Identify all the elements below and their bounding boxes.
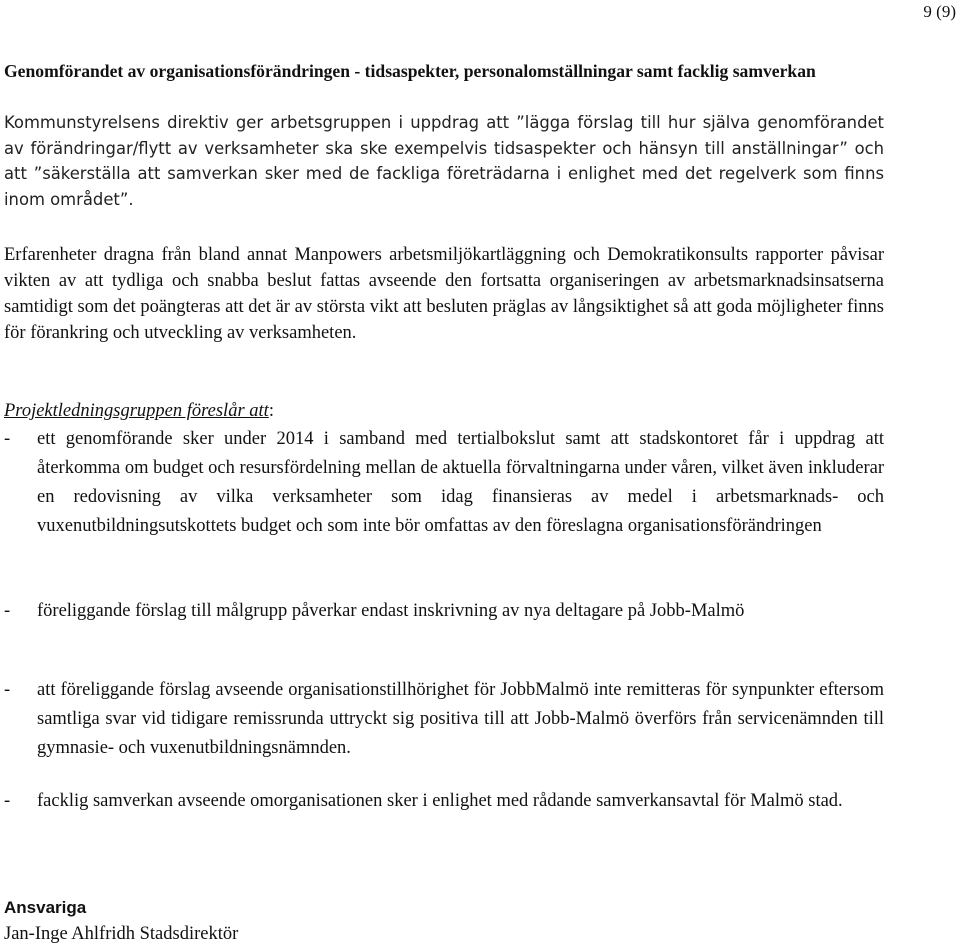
proposal-text: facklig samverkan avseende omorganisationen sker i enlighet med rådande samverkansavtal för Malmö stad. — [37, 791, 843, 811]
signature-heading: Ansvariga — [4, 898, 87, 917]
proposal-text: föreliggande förslag till målgrupp påverkar endast inskrivning av nya deltagare på Jobb-Malmö — [37, 601, 745, 621]
list-dash: - — [4, 601, 11, 621]
proposal-intro-label: Projektledningsgruppen föreslår att — [4, 401, 269, 421]
proposal-item — [4, 676, 884, 763]
proposal-intro — [4, 398, 274, 424]
proposal-text: att föreliggande förslag avseende organisationstillhörighet för JobbMalmö inte remitteras för synpunkter eftersom samtliga svar vid tidigare remissrunda uttryckt sig positiva till att Jobb-Malmö överförs från servicenämnden till gymnasie- och vuxenutbildningsnämnden. — [37, 680, 884, 758]
list-dash: - — [4, 429, 11, 449]
proposal-item — [4, 425, 884, 541]
signature-name: Jan-Inge Ahlfridh Stadsdirektör — [4, 924, 239, 944]
proposal-text: ett genomförande sker under 2014 i samband med tertialbokslut samt att stadskontoret får i uppdrag att återkomma om budget och resursfördelning mellan de aktuella förvaltningarna under våren, vilket även inkluderar en redovisning av vilka verksamheter som idag finansieras av medel i arbetsmarknads- och vuxenutbildningsutskottets budget och som inte bör omfattas av den föreslagna organisationsförändringen — [37, 429, 884, 536]
proposal-item — [4, 597, 884, 626]
experiences-paragraph: Erfarenheter dragna från bland annat Manpowers arbetsmiljökartläggning och Demokratikonsults rapporter påvisar vikten av att tydliga och snabba beslut fattas avseende den fortsatta organiseringen av arbetsmarknadsinsatserna samtidigt som det poängteras att det är av största vikt att besluten präglas av långsiktighet så att goda möjligheter finns för förankring och utveckling av verksamheten. — [4, 245, 884, 343]
section-heading: Genomförandet av organisationsförändringen - tidsaspekter, personalomställningar samt facklig samverkan — [4, 61, 816, 81]
page-number: 9 (9) — [923, 2, 956, 21]
proposal-item — [4, 787, 884, 816]
proposal-intro-suffix: : — [268, 401, 274, 421]
directive-paragraph: Kommunstyrelsens direktiv ger arbetsgruppen i uppdrag att ”lägga förslag till hur själva genomförandet av förändringar/flytt av verksamheter ska ske exempelvis tidsaspekter och hänsyn till anställningar” och att ”säkerställa att samverkan sker med de fackliga företrädarna i enlighet med det regelverk som finns inom området”. — [4, 113, 884, 209]
list-dash: - — [4, 680, 11, 700]
list-dash: - — [4, 791, 11, 811]
